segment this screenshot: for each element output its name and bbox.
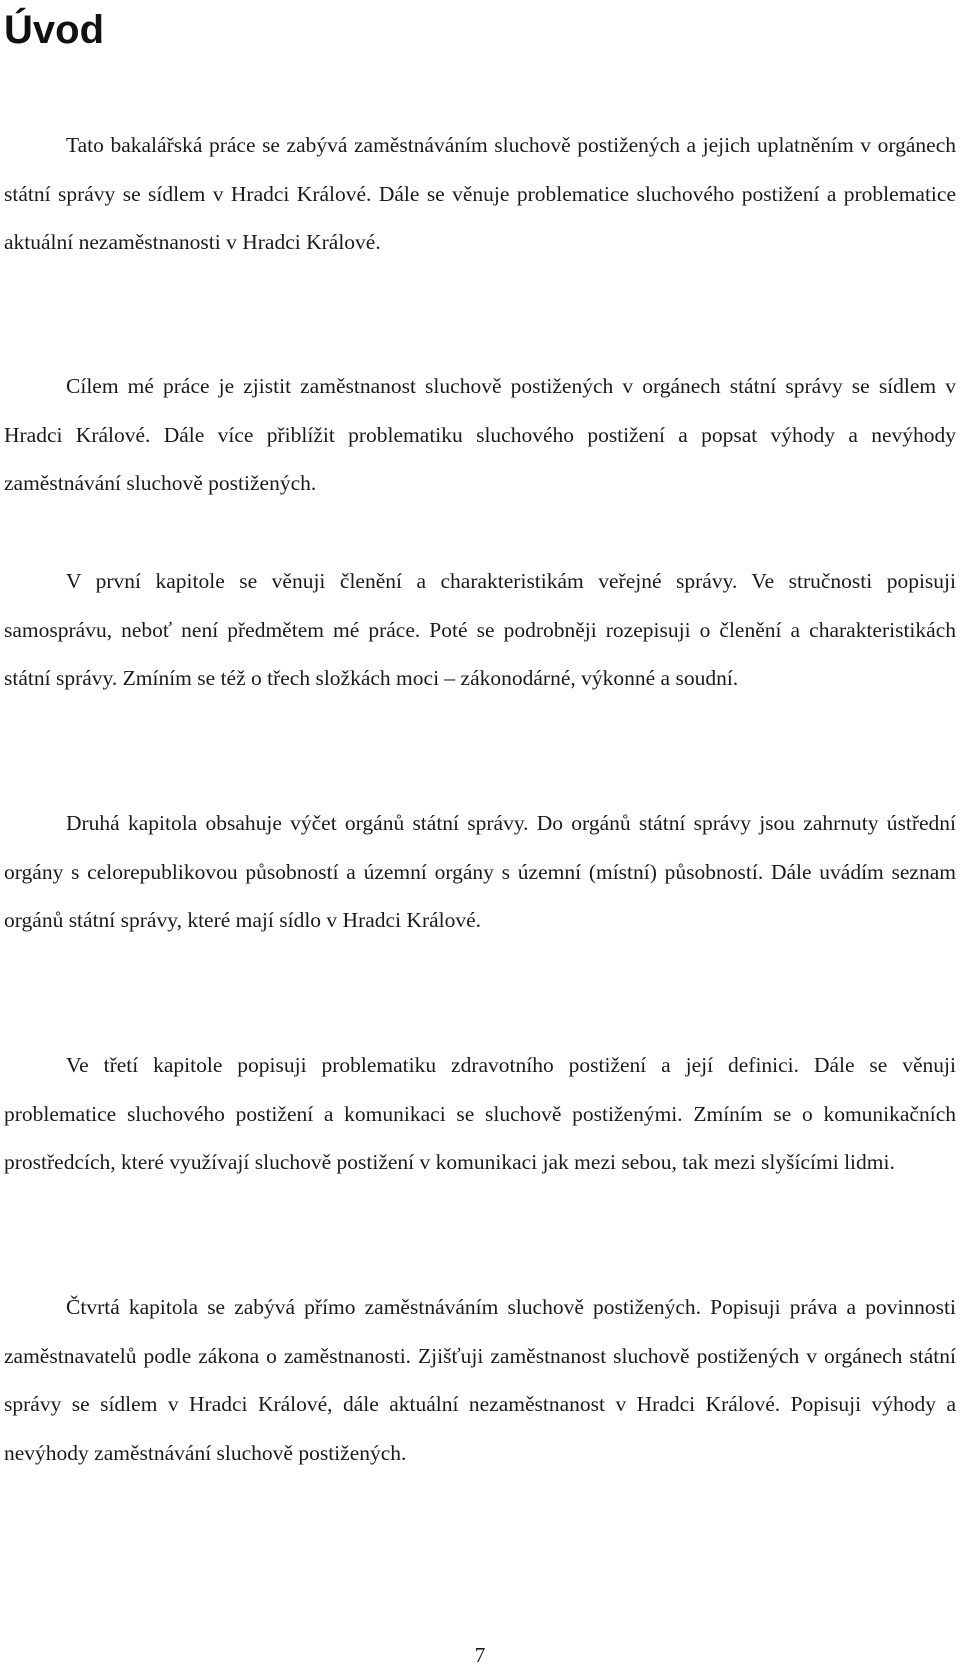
paragraph-goal: Cílem mé práce je zjistit zaměstnanost sluchově postižených v orgánech státní správy se sídlem v Hradci Králové. Dále více přiblížit problematiku sluchového postižení a popsat výhody a nevýhody zaměstnávání sluchově postižených. (4, 374, 956, 495)
paragraph-chapter-1: V první kapitole se věnuji členění a charakteristikám veřejné správy. Ve stručnosti popisuji samosprávu, neboť není předmětem mé práce. Poté se podrobněji rozepisuji o členění a charakteristikách státní správy. Zmíním se též o třech složkách moci – zákonodárné, výkonné a soudní. (4, 569, 956, 690)
page-heading: Úvod (4, 8, 104, 52)
page-number: 7 (474, 1643, 486, 1667)
paragraph-chapter-2: Druhá kapitola obsahuje výčet orgánů státní správy. Do orgánů státní správy jsou zahrnuty ústřední orgány s celorepublikovou působností a územní orgány s územní (místní) působností. Dále uvádím seznam orgánů státní správy, které mají sídlo v Hradci Králové. (4, 811, 956, 932)
paragraph-chapter-3: Ve třetí kapitole popisuji problematiku zdravotního postižení a její definici. Dále se věnuji problematice sluchového postižení a komunikaci se sluchově postiženými. Zmíním se o komunikačních prostředcích, které využívají sluchově postižení v komunikaci jak mezi sebou, tak mezi slyšícími lidmi. (4, 1053, 956, 1174)
paragraph-chapter-4: Čtvrtá kapitola se zabývá přímo zaměstnáváním sluchově postižených. Popisuji práva a povinnosti zaměstnavatelů podle zákona o zaměstnanosti. Zjišťuji zaměstnanost sluchově postižených v orgánech státní správy se sídlem v Hradci Králové, dále aktuální nezaměstnanost v Hradci Králové. Popisuji výhody a nevýhody zaměstnávání sluchově postižených. (4, 1295, 956, 1465)
paragraph-intro: Tato bakalářská práce se zabývá zaměstnáváním sluchově postižených a jejich uplatněním v orgánech státní správy se sídlem v Hradci Králové. Dále se věnuje problematice sluchového postižení a problematice aktuální nezaměstnanosti v Hradci Králové. (4, 133, 956, 254)
